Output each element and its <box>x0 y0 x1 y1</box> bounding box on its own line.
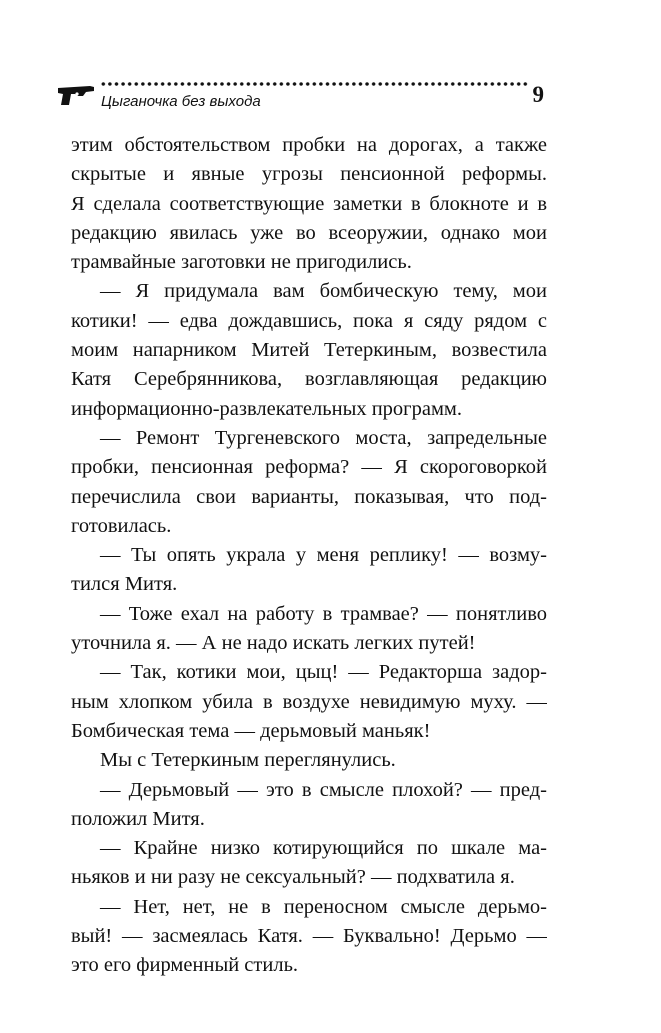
text-line: готовилась. <box>71 514 172 537</box>
text-line: информационно-развлекательных программ. <box>71 397 463 420</box>
text-line: — Я придумала вам бомбическую тему, мои <box>100 280 547 303</box>
text-line: — Дерьмовый — это в смысле плохой? — пред- <box>100 778 547 801</box>
running-title: Цыганочка без выхода <box>101 93 261 110</box>
text-line: Бомбическая тема — дерьмовый маньяк! <box>71 719 431 742</box>
text-line: Я сделала соответствующие заметки в блокноте и в <box>71 192 547 215</box>
text-line: ньяков и ни разу не сексуальный? — подхватила я. <box>71 866 515 889</box>
text-line: — Ты опять украла у меня реплику! — возму- <box>100 544 547 567</box>
dotted-rule <box>100 80 530 88</box>
text-line: положил Митя. <box>71 807 205 830</box>
text-line: Катя Серебрянникова, возглавляющая редакцию <box>71 368 547 391</box>
text-line: — Так, котики мои, цыц! — Редакторша задор- <box>100 661 547 684</box>
text-line: котики! — едва дождавшись, пока я сяду рядом с <box>71 309 547 332</box>
text-line: скрытые и явные угрозы пенсионной реформы. <box>71 163 547 186</box>
text-line: перечислила свои варианты, показывая, что под- <box>71 485 547 508</box>
text-line: пробки, пенсионная реформа? — Я скороговоркой <box>71 456 547 479</box>
text-line: — Крайне низко котирующийся по шкале ма- <box>100 837 547 860</box>
text-line: моим напарником Митей Тетеркиным, возвестила <box>71 339 547 362</box>
text-line: вый! — засмеялась Катя. — Буквально! Дерьмо — <box>71 925 547 948</box>
revolver-icon <box>56 84 96 106</box>
text-line: тился Митя. <box>71 573 178 596</box>
text-line: — Ремонт Тургеневского моста, запредельные <box>100 426 547 449</box>
text-line: Мы с Тетеркиным переглянулись. <box>100 749 396 772</box>
text-line: этим обстоятельством пробки на дорогах, а также <box>71 134 547 156</box>
text-line: редакцию явилась уже во всеоружии, однако мои <box>71 221 547 244</box>
text-line: — Нет, нет, не в переносном смысле дерьмо- <box>100 895 547 918</box>
text-line: уточнила я. — А не надо искать легких путей! <box>71 632 476 655</box>
text-line: ным хлопком убила в воздухе невидимую муху. — <box>71 690 547 713</box>
text-line: — Тоже ехал на работу в трамвае? — понятливо <box>100 602 547 625</box>
page-header <box>56 74 550 114</box>
page-number: 9 <box>532 82 544 107</box>
body-text <box>71 131 547 981</box>
text-line: трамвайные заготовки не пригодились. <box>71 251 412 274</box>
text-line: это его фирменный стиль. <box>71 954 299 977</box>
